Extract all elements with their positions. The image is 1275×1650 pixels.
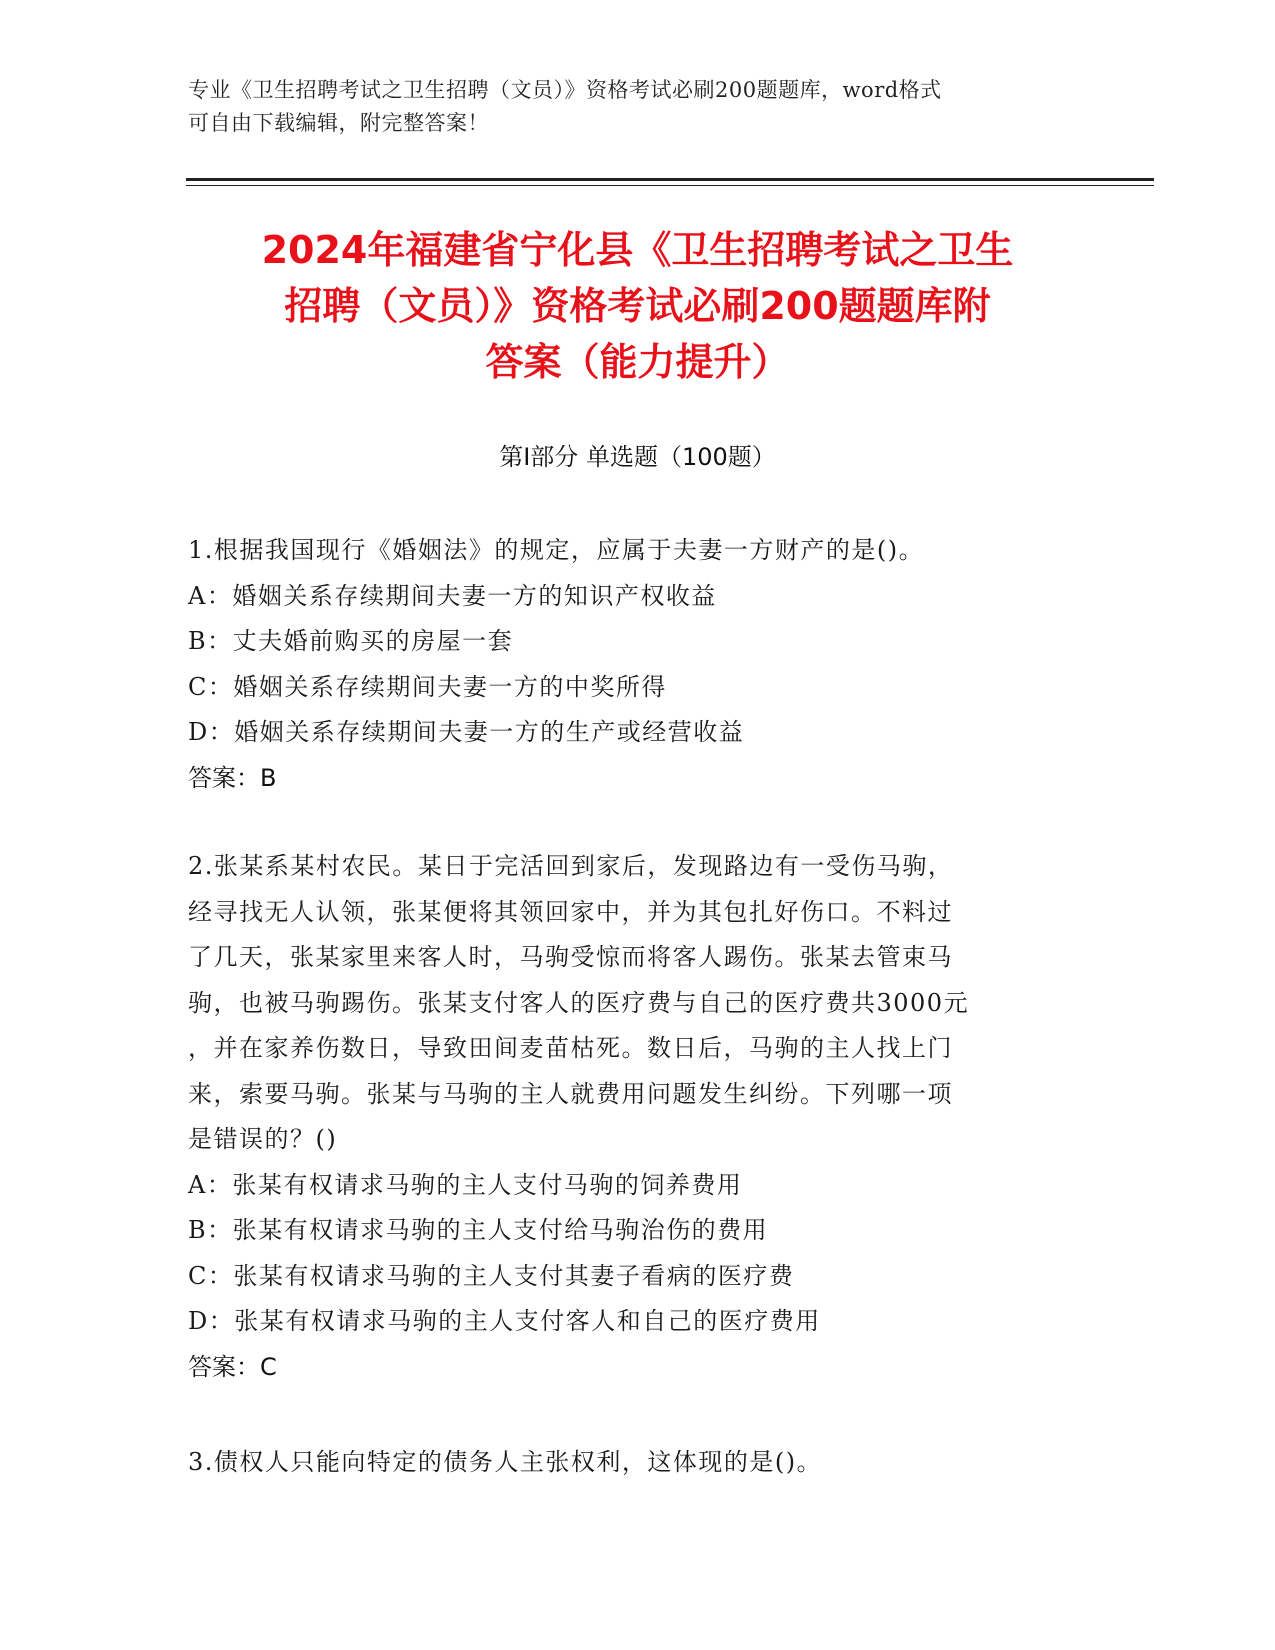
- option-b: B：丈夫婚前购买的房屋一套: [188, 627, 514, 655]
- question-2: [188, 844, 1068, 1390]
- header-divider-thick: [186, 178, 1154, 181]
- header-note-line-1: 专业《卫生招聘考试之卫生招聘（文员）》资格考试必刷200题题库，word格式: [188, 78, 942, 102]
- answer: 答案：B: [188, 763, 277, 792]
- question-stem-line: 来，索要马驹。张某与马驹的主人就费用问题发生纠纷。下列哪一项: [188, 1079, 953, 1108]
- question-stem-line: 2.张某系某村农民。某日于完活回到家后，发现路边有一受伤马驹，: [188, 852, 954, 880]
- header-divider-thin: [186, 185, 1154, 186]
- answer: 答案：C: [188, 1352, 277, 1381]
- question-stem-line: 是错误的？(): [188, 1125, 338, 1153]
- option-b: B：张某有权请求马驹的主人支付给马驹治伤的费用: [188, 1216, 769, 1244]
- header-note-line-2: 可自由下载编辑，附完整答案！: [188, 111, 489, 135]
- option-a: A：张某有权请求马驹的主人支付马驹的饲养费用: [188, 1170, 743, 1199]
- question-stem-line: 驹，也被马驹踢伤。张某支付客人的医疗费与自己的医疗费共3000元: [188, 988, 970, 1017]
- document-title: [150, 222, 1125, 390]
- question-stem-line: 1.根据我国现行《婚姻法》的规定，应属于夫妻一方财产的是()。: [188, 536, 925, 564]
- title-line-2: 招聘（文员）》资格考试必刷200题题库附: [284, 284, 991, 328]
- option-a: A：婚姻关系存续期间夫妻一方的知识产权收益: [188, 581, 717, 610]
- header-note: [188, 74, 1068, 140]
- question-stem-line: ，并在家养伤数日，导致田间麦苗枯死。数日后，马驹的主人找上门: [188, 1034, 953, 1062]
- section-heading: 第Ⅰ部分 单选题（100题）: [499, 443, 776, 471]
- option-d: D：婚姻关系存续期间夫妻一方的生产或经营收益: [188, 718, 745, 746]
- option-c: C：张某有权请求马驹的主人支付其妻子看病的医疗费: [188, 1261, 795, 1290]
- question-stem-line: 经寻找无人认领，张某便将其领回家中，并为其包扎好伤口。不料过: [188, 897, 953, 926]
- question-stem-line: 3.债权人只能向特定的债务人主张权利，这体现的是()。: [188, 1448, 823, 1476]
- option-c: C：婚姻关系存续期间夫妻一方的中奖所得: [188, 672, 667, 701]
- title-line-1: 2024年福建省宁化县《卫生招聘考试之卫生: [261, 228, 1014, 272]
- option-d: D：张某有权请求马驹的主人支付客人和自己的医疗费用: [188, 1307, 821, 1335]
- question-1: [188, 528, 1068, 801]
- title-line-3: 答案（能力提升）: [485, 340, 790, 384]
- question-3: [188, 1440, 1068, 1486]
- question-stem-line: 了几天，张某家里来客人时，马驹受惊而将客人踢伤。张某去管束马: [188, 943, 953, 971]
